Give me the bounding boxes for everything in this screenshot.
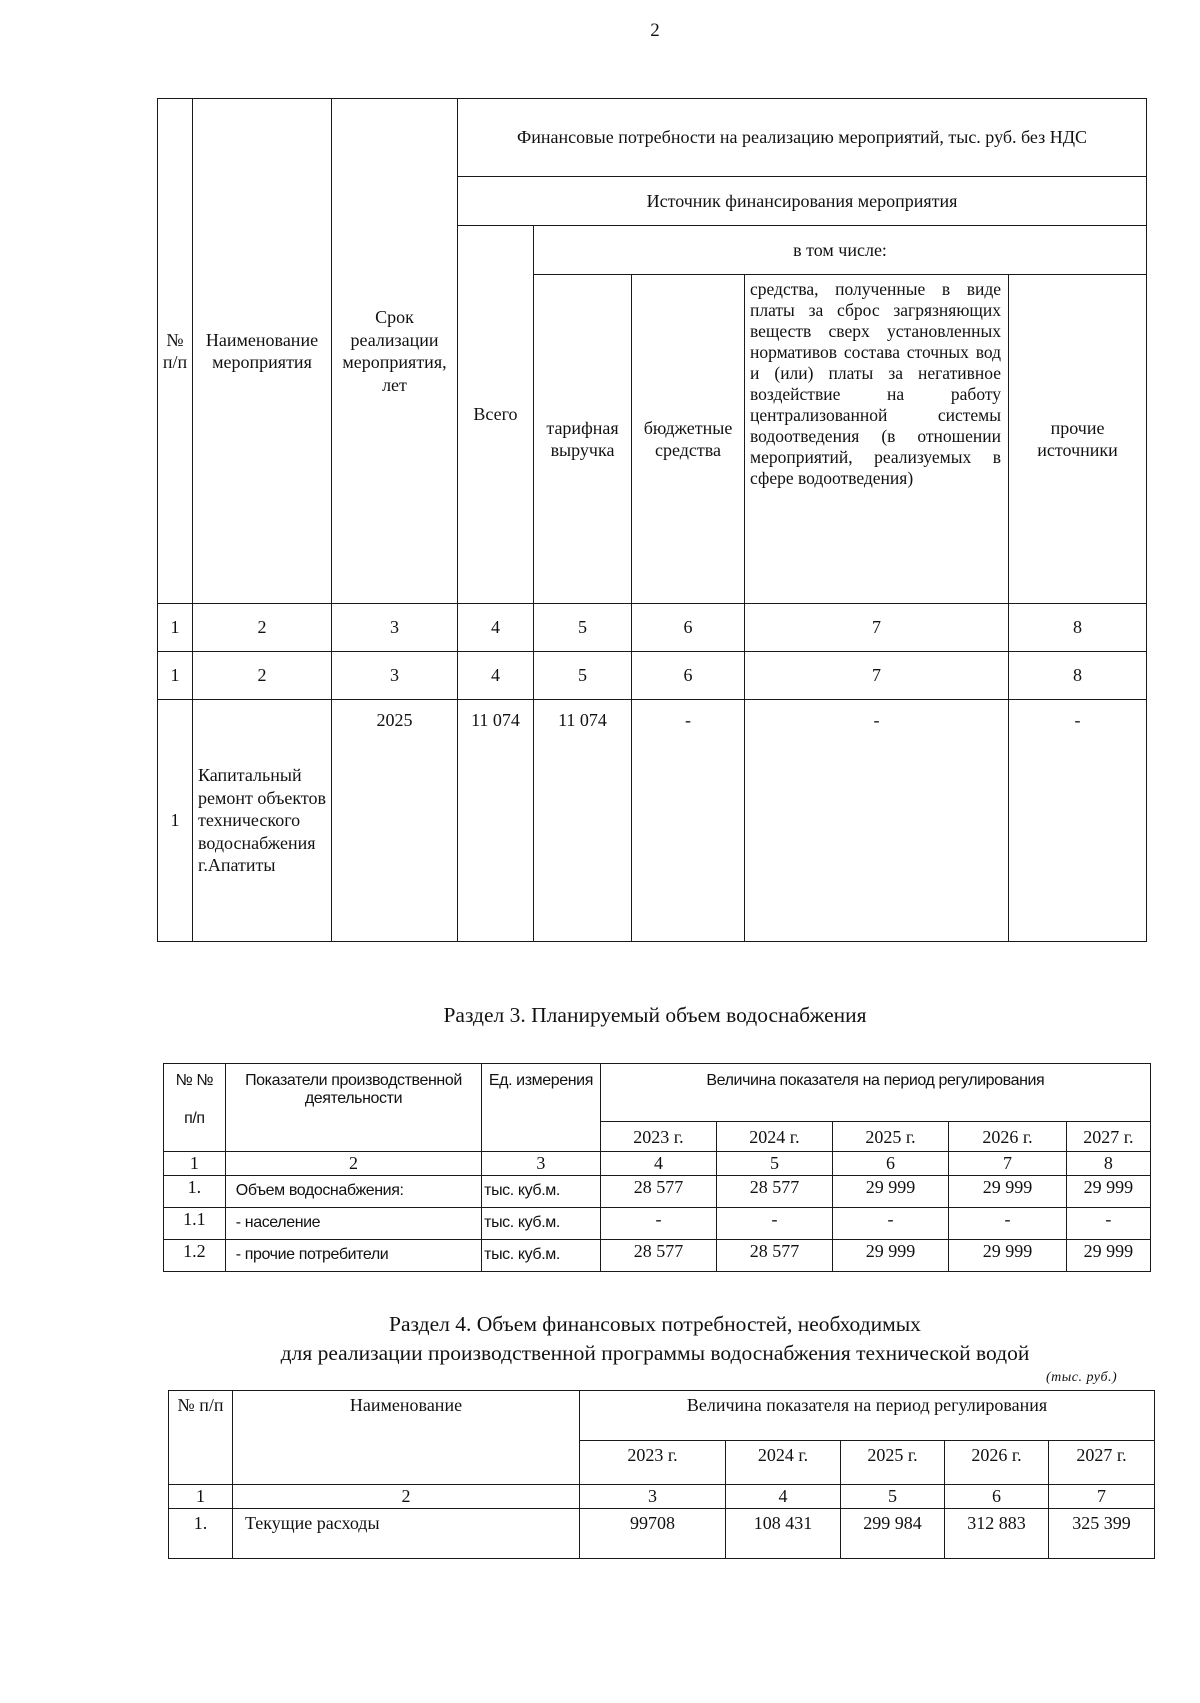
row-value: - xyxy=(949,1208,1067,1240)
header-budget: бюджетные средства xyxy=(632,275,745,604)
index-cell: 5 xyxy=(717,1152,833,1176)
year-header: 2023 г. xyxy=(580,1441,726,1485)
row-value: 108 431 xyxy=(726,1509,841,1559)
index-cell: 6 xyxy=(632,652,745,700)
year-header: 2024 г. xyxy=(726,1441,841,1485)
row-name: Капитальный ремонт объектов технического водоснабжения г.Апатиты xyxy=(193,700,332,942)
index-cell: 2 xyxy=(225,1152,481,1176)
index-cell: 3 xyxy=(332,652,458,700)
index-cell: 1 xyxy=(158,652,193,700)
table-row xyxy=(164,1176,1151,1208)
index-cell: 2 xyxy=(233,1485,580,1509)
index-cell: 2 xyxy=(193,652,332,700)
index-row xyxy=(169,1485,1155,1509)
index-cell: 2 xyxy=(193,604,332,652)
year-header: 2025 г. xyxy=(841,1441,945,1485)
header-no-cell xyxy=(164,1064,226,1152)
row-value: 99708 xyxy=(580,1509,726,1559)
index-cell: 4 xyxy=(600,1152,717,1176)
water-volume-table xyxy=(163,1063,1151,1272)
row-value: 29 999 xyxy=(1066,1176,1150,1208)
year-header: 2027 г. xyxy=(1049,1441,1155,1485)
index-cell: 6 xyxy=(632,604,745,652)
index-cell: 3 xyxy=(580,1485,726,1509)
header-value-period: Величина показателя на период регулирования xyxy=(600,1064,1150,1122)
header-no: № п/п xyxy=(169,1391,233,1485)
header-term: Срок реализации мероприятия, лет xyxy=(332,99,458,604)
table-row xyxy=(169,1509,1155,1559)
row-no: 1. xyxy=(164,1176,226,1208)
row-unit: тыс. куб.м. xyxy=(482,1176,601,1208)
financing-table xyxy=(157,98,1147,942)
header-including: в том числе: xyxy=(534,226,1147,275)
row-value: 29 999 xyxy=(949,1240,1067,1272)
row-value: 29 999 xyxy=(832,1240,949,1272)
header-name: Наименование xyxy=(233,1391,580,1485)
section4-title-line1: Раздел 4. Объем финансовых потребностей, необходимых xyxy=(389,1312,921,1336)
index-cell: 5 xyxy=(534,652,632,700)
index-cell: 4 xyxy=(458,652,534,700)
section4-title-line2: для реализации производственной программы водоснабжения технической водой xyxy=(280,1341,1030,1365)
row-budget: - xyxy=(632,700,745,942)
header-fees: средства, полученные в виде платы за сброс загрязняющих веществ сверх установленных нормативов состава сточных вод и (или) платы за негативное воздействие на работу централизованной системы водоотведения (в отношении мероприятий, реализуемых в сфере водоотведения) xyxy=(745,275,1009,604)
table-row xyxy=(164,1240,1151,1272)
row-value: 28 577 xyxy=(717,1240,833,1272)
index-cell: 8 xyxy=(1066,1152,1150,1176)
index-cell: 4 xyxy=(458,604,534,652)
row-value: 29 999 xyxy=(1066,1240,1150,1272)
row-no: 1 xyxy=(158,700,193,942)
index-row xyxy=(164,1152,1151,1176)
header-no-a: № № xyxy=(175,1072,214,1089)
index-cell: 7 xyxy=(745,652,1009,700)
year-header: 2027 г. xyxy=(1066,1122,1150,1152)
row-no: 1. xyxy=(169,1509,233,1559)
row-value: - xyxy=(832,1208,949,1240)
page-number: 2 xyxy=(650,20,660,41)
row-label: - прочие потребители xyxy=(225,1240,481,1272)
row-total: 11 074 xyxy=(458,700,534,942)
index-cell: 1 xyxy=(169,1485,233,1509)
index-cell: 7 xyxy=(1049,1485,1155,1509)
row-value: 28 577 xyxy=(717,1176,833,1208)
index-cell: 6 xyxy=(832,1152,949,1176)
index-cell: 8 xyxy=(1009,604,1147,652)
row-value: - xyxy=(1066,1208,1150,1240)
header-source: Источник финансирования мероприятия xyxy=(458,177,1147,226)
header-total: Всего xyxy=(458,226,534,604)
row-value: 29 999 xyxy=(832,1176,949,1208)
row-unit: тыс. куб.м. xyxy=(482,1240,601,1272)
year-header: 2023 г. xyxy=(600,1122,717,1152)
row-tariff: 11 074 xyxy=(534,700,632,942)
section3-title: Раздел 3. Планируемый объем водоснабжения xyxy=(443,1003,867,1027)
index-cell: 3 xyxy=(482,1152,601,1176)
header-financial-needs: Финансовые потребности на реализацию мероприятий, тыс. руб. без НДС xyxy=(458,99,1147,177)
year-header: 2025 г. xyxy=(832,1122,949,1152)
row-other: - xyxy=(1009,700,1147,942)
index-cell: 7 xyxy=(745,604,1009,652)
row-value: 28 577 xyxy=(600,1240,717,1272)
row-value: - xyxy=(717,1208,833,1240)
index-row xyxy=(158,652,1147,700)
index-cell: 6 xyxy=(945,1485,1049,1509)
year-header: 2026 г. xyxy=(945,1441,1049,1485)
table-row xyxy=(158,700,1147,942)
row-value: 312 883 xyxy=(945,1509,1049,1559)
header-no-b: п/п xyxy=(184,1110,205,1128)
header-tariff: тарифная выручка xyxy=(534,275,632,604)
row-label: Объем водоснабжения: xyxy=(225,1176,481,1208)
index-cell: 3 xyxy=(332,604,458,652)
row-value: 325 399 xyxy=(1049,1509,1155,1559)
header-unit: Ед. измерения xyxy=(482,1064,601,1152)
index-cell: 1 xyxy=(158,604,193,652)
header-value-period: Величина показателя на период регулирования xyxy=(580,1391,1155,1441)
header-name: Наименование мероприятия xyxy=(193,99,332,604)
row-label: - население xyxy=(225,1208,481,1240)
table-row xyxy=(164,1208,1151,1240)
row-value: 29 999 xyxy=(949,1176,1067,1208)
row-no: 1.1 xyxy=(164,1208,226,1240)
index-cell: 4 xyxy=(726,1485,841,1509)
year-header: 2026 г. xyxy=(949,1122,1067,1152)
row-term: 2025 xyxy=(332,700,458,942)
header-no: № п/п xyxy=(158,99,193,604)
index-cell: 8 xyxy=(1009,652,1147,700)
index-row xyxy=(158,604,1147,652)
financial-needs-table xyxy=(168,1390,1155,1559)
index-cell: 5 xyxy=(534,604,632,652)
units-note: (тыс. руб.) xyxy=(1046,1370,1118,1385)
row-value: 28 577 xyxy=(600,1176,717,1208)
index-cell: 1 xyxy=(164,1152,226,1176)
header-indicator: Показатели производственной деятельности xyxy=(225,1064,481,1152)
row-no: 1.2 xyxy=(164,1240,226,1272)
row-value: - xyxy=(600,1208,717,1240)
year-header: 2024 г. xyxy=(717,1122,833,1152)
row-fees: - xyxy=(745,700,1009,942)
row-value: 299 984 xyxy=(841,1509,945,1559)
header-other: прочие источники xyxy=(1009,275,1147,604)
index-cell: 5 xyxy=(841,1485,945,1509)
row-label: Текущие расходы xyxy=(233,1509,580,1559)
index-cell: 7 xyxy=(949,1152,1067,1176)
row-unit: тыс. куб.м. xyxy=(482,1208,601,1240)
